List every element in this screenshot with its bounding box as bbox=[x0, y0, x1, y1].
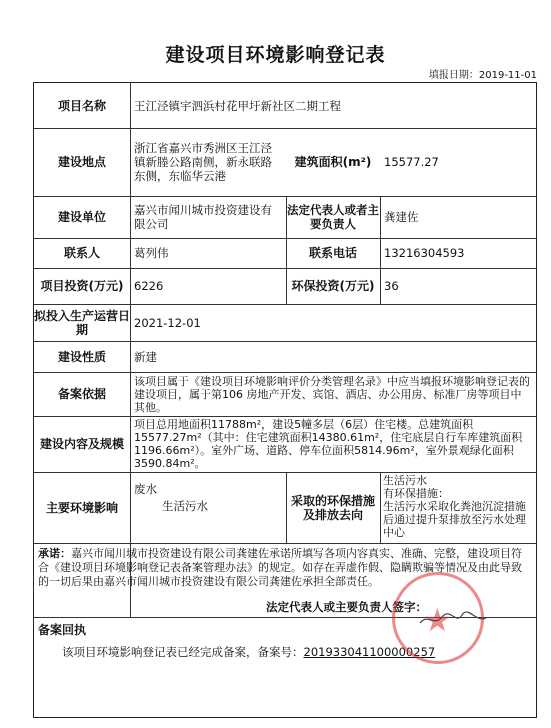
legal-rep-label: 法定代表人或者主要负责人 bbox=[287, 203, 379, 231]
signature-icon bbox=[418, 609, 488, 629]
location-label: 建设地点 bbox=[57, 155, 106, 169]
measures-line-1: 生活污水 bbox=[383, 474, 427, 487]
unit-label: 建设单位 bbox=[57, 210, 106, 224]
floor-area-label: 建筑面积(m²) bbox=[294, 155, 372, 169]
unit-value: 嘉兴市闻川城市投资建设有限公司 bbox=[134, 203, 272, 231]
measures-label: 采取的环保措施及排放去向 bbox=[290, 493, 375, 522]
investment-value: 6226 bbox=[134, 279, 164, 293]
receipt-label: 备案回执 bbox=[38, 623, 87, 637]
measures-line-2: 有环保措施： bbox=[383, 487, 449, 500]
seal-star-icon: ★ bbox=[423, 601, 452, 639]
receipt-text: 该项目环境影响登记表已经完成备案，备案号： bbox=[62, 645, 304, 659]
impact-label: 主要环境影响 bbox=[45, 500, 118, 515]
sign-label: 法定代表人或主要负责人签字： bbox=[266, 600, 427, 614]
measures-line-3: 生活污水采取化粪池沉淀措施后通过提升泵排放至污水处理中心 bbox=[383, 500, 526, 539]
fill-date: 填报日期：2019-11-01 bbox=[428, 70, 537, 81]
scale-value: 项目总用地面积11788m²，建设5幢多层（6层）住宅楼。总建筑面积15577.27m²（其中：住宅建筑面积14380.61m²，住宅底层自行车库建筑面积1196.66m²）。室外广场、道路、停车位面积5814.96m²，室外景观绿化面积3590.84m²。 bbox=[134, 418, 523, 470]
contact-value: 葛列伟 bbox=[134, 246, 169, 260]
impact-line-1: 废水 bbox=[134, 482, 157, 496]
env-investment-value: 36 bbox=[384, 279, 399, 293]
commitment-text: 嘉兴市闻川城市投资建设有限公司龚建佐承诺所填写各项内容真实、准确、完整，建设项目符合《建设项目环境影响登记表备案管理办法》的规定。如存在弄虚作假、隐瞒欺骗等情况及由此导致的一切后果由嘉兴市闻川城市投资建设有限公司龚建佐承担全部责任。 bbox=[38, 547, 522, 588]
floor-area-value: 15577.27 bbox=[384, 155, 439, 169]
project-name-value: 王江泾镇宇泗浜村花甲圩新社区二期工程 bbox=[134, 98, 341, 113]
basis-value: 该项目属于《建设项目环境影响评价分类管理名录》中应当填报环境影响登记表的建设项目，属于第106 房地产开发、宾馆、酒店、办公用房、标准厂房等项目中其他。 bbox=[134, 374, 530, 414]
location-value: 浙江省嘉兴市秀洲区王江泾镇新塍公路南侧，新永联路东侧，东临华云港 bbox=[134, 141, 272, 183]
phone-value: 13216304593 bbox=[384, 246, 465, 260]
commitment-label: 承诺： bbox=[38, 547, 71, 560]
phone-label: 联系电话 bbox=[308, 246, 357, 260]
project-name-label: 项目名称 bbox=[57, 98, 106, 113]
nature-label: 建设性质 bbox=[57, 349, 106, 364]
impact-line-2: 生活污水 bbox=[162, 499, 208, 513]
contact-label: 联系人 bbox=[63, 246, 100, 260]
receipt-number: 201933041100000257 bbox=[303, 645, 436, 659]
page-title: 建设项目环境影响登记表 bbox=[165, 44, 386, 66]
operation-date-label: 拟投入生产运营日期 bbox=[34, 308, 131, 337]
legal-rep-value: 龚建佐 bbox=[384, 210, 419, 224]
scale-label: 建设内容及规模 bbox=[39, 437, 124, 451]
impact-value bbox=[130, 472, 286, 543]
env-investment-label: 环保投资(万元) bbox=[291, 279, 375, 293]
measures-value bbox=[380, 472, 536, 543]
operation-date-value: 2021-12-01 bbox=[134, 315, 201, 330]
investment-label: 项目投资(万元) bbox=[40, 279, 124, 293]
nature-value: 新建 bbox=[134, 349, 157, 364]
basis-label: 备案依据 bbox=[57, 387, 106, 401]
